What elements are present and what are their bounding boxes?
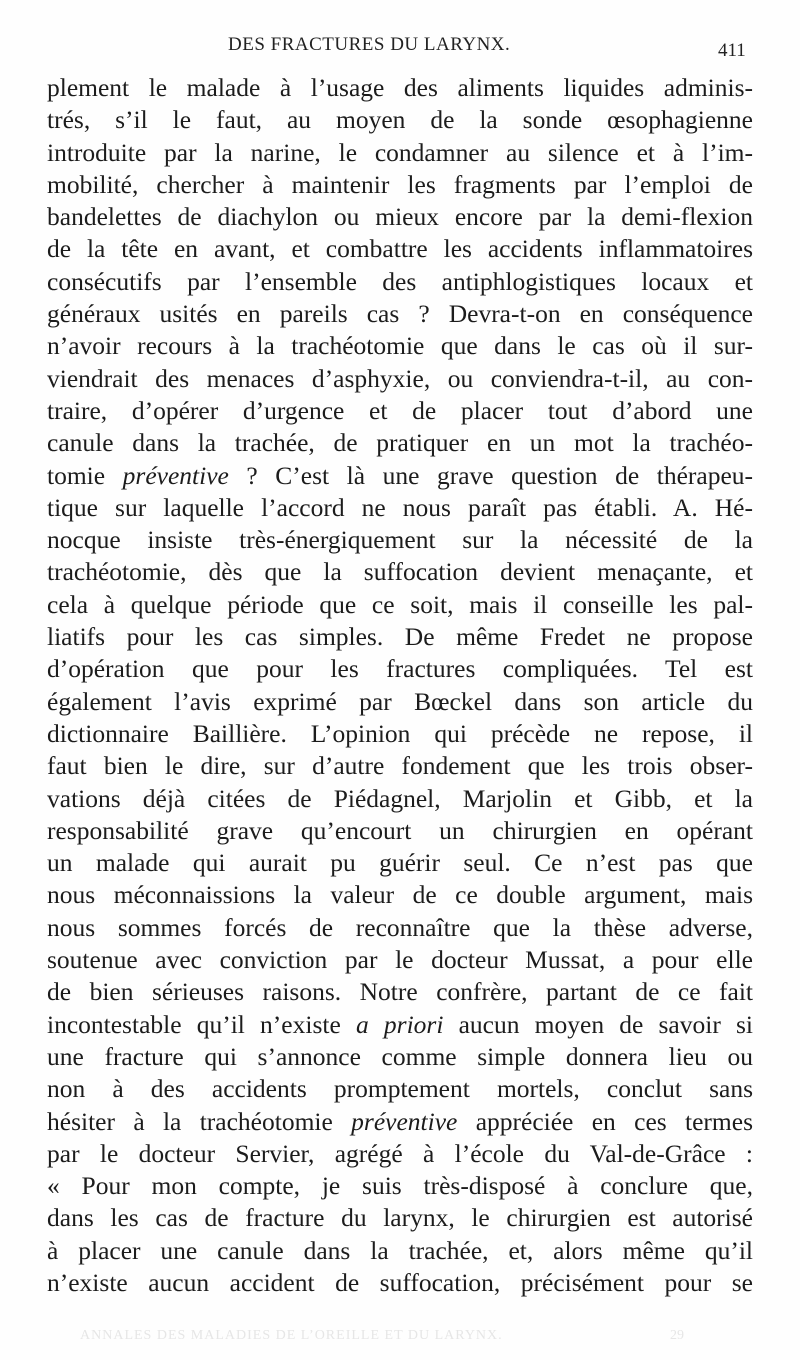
text-line: à placer une canule dans la trachée, et, alors même qu’il — [47, 1235, 753, 1265]
text-line: nocque insiste très-énergiquement sur la nécessité de la — [47, 525, 753, 555]
text-line: incontestable qu’il n’existe a priori aucun moyen de savoir si — [47, 1009, 753, 1039]
text-line: viendrait des menaces d’asphyxie, ou conviendra-t-il, au con- — [47, 363, 753, 393]
text-line: canule dans la trachée, de pratiquer en un mot la trachéo- — [47, 428, 753, 458]
text-line: d’opération que pour les fractures compliquées. Tel est — [47, 654, 753, 684]
running-head — [0, 34, 800, 60]
body-text — [47, 72, 753, 1299]
text-line: par le docteur Servier, agrégé à l’école du Val-de-Grâce : — [47, 1138, 753, 1168]
text-line: dictionnaire Baillière. L’opinion qui précède ne repose, il — [47, 718, 753, 748]
page-number: 411 — [718, 40, 746, 61]
running-title: DES FRACTURES DU LARYNX. — [228, 34, 511, 55]
italic-phrase: a priori — [355, 1009, 444, 1039]
italic-phrase: préventive — [122, 460, 229, 490]
text-line: mobilité, chercher à maintenir les fragments par l’emploi de — [47, 169, 753, 199]
text-line: trés, s’il le faut, au moyen de la sonde œsophagienne — [47, 105, 753, 135]
text-line: n’existe aucun accident de suffocation, précisément pour se — [47, 1267, 753, 1297]
text-line: cela à quelque période que ce soit, mais il conseille les pal- — [47, 589, 753, 619]
text-line: introduite par la narine, le condamner au silence et à l’im- — [47, 137, 753, 167]
text-line: liatifs pour les cas simples. De même Fredet ne propose — [47, 622, 753, 652]
text-line: nous méconnaissions la valeur de ce double argument, mais — [47, 880, 753, 910]
bleed-through-footer: ANNALES DES MALADIES DE L’OREILLE ET DU LARYNX. — [80, 1328, 503, 1343]
text-line: généraux usités en pareils cas ? Devra-t-on en conséquence — [47, 299, 753, 329]
text-line: nous sommes forcés de reconnaître que la thèse adverse, — [47, 912, 753, 942]
text-line: soutenue avec conviction par le docteur Mussat, a pour elle — [47, 945, 753, 975]
text-line: trachéotomie, dès que la suffocation devient menaçante, et — [47, 557, 753, 587]
text-line: plement le malade à l’usage des aliments liquides adminis- — [47, 73, 753, 102]
text-line: également l’avis exprimé par Bœckel dans son article du — [47, 686, 753, 716]
bleed-through-page-number: 29 — [670, 1328, 684, 1343]
text-line: un malade qui aurait pu guérir seul. Ce n’est pas que — [47, 848, 753, 878]
text-line: responsabilité grave qu’encourt un chirurgien en opérant — [47, 815, 753, 845]
text-line: traire, d’opérer d’urgence et de placer tout d’abord une — [47, 395, 753, 425]
text-line: faut bien le dire, sur d’autre fondement que les trois obser- — [47, 751, 753, 781]
text-line: de bien sérieuses raisons. Notre confrère, partant de ce fait — [47, 977, 753, 1007]
text-line: hésiter à la trachéotomie préventive appréciée en ces termes — [47, 1106, 753, 1136]
text-line: tomie préventive ? C’est là une grave question de thérapeu- — [47, 460, 754, 490]
text-line: non à des accidents promptement mortels, conclut sans — [47, 1074, 753, 1104]
text-line: consécutifs par l’ensemble des antiphlogistiques locaux et — [47, 266, 753, 296]
text-line: bandelettes de diachylon ou mieux encore par la demi-flexion — [47, 202, 753, 232]
text-line: une fracture qui s’annonce comme simple donnera lieu ou — [47, 1041, 753, 1071]
text-line: dans les cas de fracture du larynx, le chirurgien est autorisé — [47, 1203, 753, 1233]
text-line: vations déjà citées de Piédagnel, Marjolin et Gibb, et la — [47, 783, 753, 813]
text-line: n’avoir recours à la trachéotomie que dans le cas où il sur- — [47, 331, 753, 361]
text-line: de la tête en avant, et combattre les accidents inflammatoires — [47, 234, 753, 264]
text-line: tique sur laquelle l’accord ne nous paraît pas établi. A. Hé- — [47, 492, 753, 522]
italic-phrase: préventive — [351, 1106, 458, 1136]
text-line: « Pour mon compte, je suis très-disposé à conclure que, — [47, 1171, 753, 1201]
